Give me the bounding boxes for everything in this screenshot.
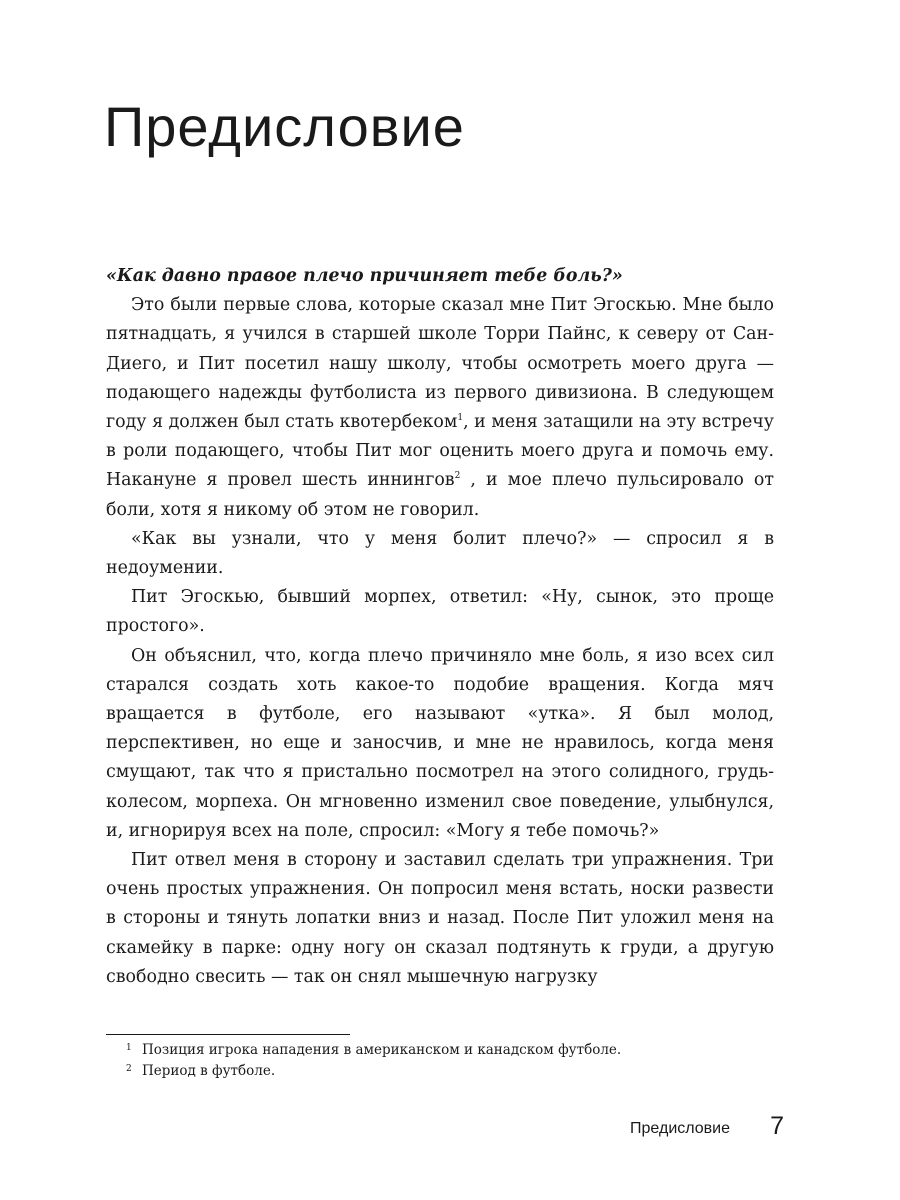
footnote-1-text: Позиция игрока нападения в американском и канадском футболе. [142,1042,622,1058]
footnote-divider [106,1034,350,1035]
footnote-1-number: 1 [126,1043,132,1053]
epigraph: «Как давно правое плечо причиняет тебе боль?» [106,266,623,286]
paragraph-1-part-3: , и мое плечо пульсировало от боли, хотя я никому об этом не говорил. [106,470,775,520]
paragraph-1-part-2: , и меня затащили на эту встречу в роли подающего, чтобы Пит мог оценить моего друга и помочь ему. Накануне я провел шесть иннингов [106,412,775,491]
paragraph-3: Пит Эгоскью, бывший морпех, ответил: «Ну, сынок, это проще простого». [106,587,774,637]
footnote-1 [126,1040,776,1061]
footnote-2 [126,1061,776,1082]
body-text [106,262,774,992]
footnote-ref-1: 1 [457,413,464,424]
page-number: 7 [770,1112,784,1140]
footnote-2-text: Период в футболе. [142,1063,276,1079]
paragraph-1-part-1: Это были первые слова, которые сказал мне Пит Эгоскью. Мне было пятнадцать, я учился в старшей школе Торри Пайнс, к северу от Сан-Диего, и Пит посетил нашу школу, чтобы осмотреть моего друга — подающего надежды футболиста из первого дивизиона. В следующем году я должен был стать квотербеком [106,295,774,433]
footnote-ref-2: 2 [454,471,461,482]
footer-running-title: Предисловие [630,1120,730,1137]
footnotes [126,1040,776,1082]
paragraph-4: Он объяснил, что, когда плечо причиняло мне боль, я изо всех сил старался создать хоть какое-то подобие вращения. Когда мяч вращается в футболе, его называют «утка». Я был молод, перспективен, но еще и заносчив, и мне не нравилось, когда меня смущают, так что я пристально посмотрел на этого солидного, грудь-колесом, морпеха. Он мгновенно изменил свое поведение, улыбнулся, и, игнорируя всех на поле, спросил: «Могу я тебе помочь?» [106,645,774,841]
footnote-2-number: 2 [126,1064,132,1074]
paragraph-5: Пит отвел меня в сторону и заставил сделать три упражнения. Три очень простых упражнения. Он попросил меня встать, носки развести в стороны и тянуть лопатки вниз и назад. После Пит уложил меня на скамейку в парке: одну ногу он сказал подтянуть к груди, а другую свободно свесить — так он снял мышечную нагрузку [106,850,774,987]
paragraph-2: «Как вы узнали, что у меня болит плечо?» — спросил я в недоумении. [106,528,774,579]
chapter-title: Предисловие [104,95,465,158]
paragraph-1 [106,291,774,525]
